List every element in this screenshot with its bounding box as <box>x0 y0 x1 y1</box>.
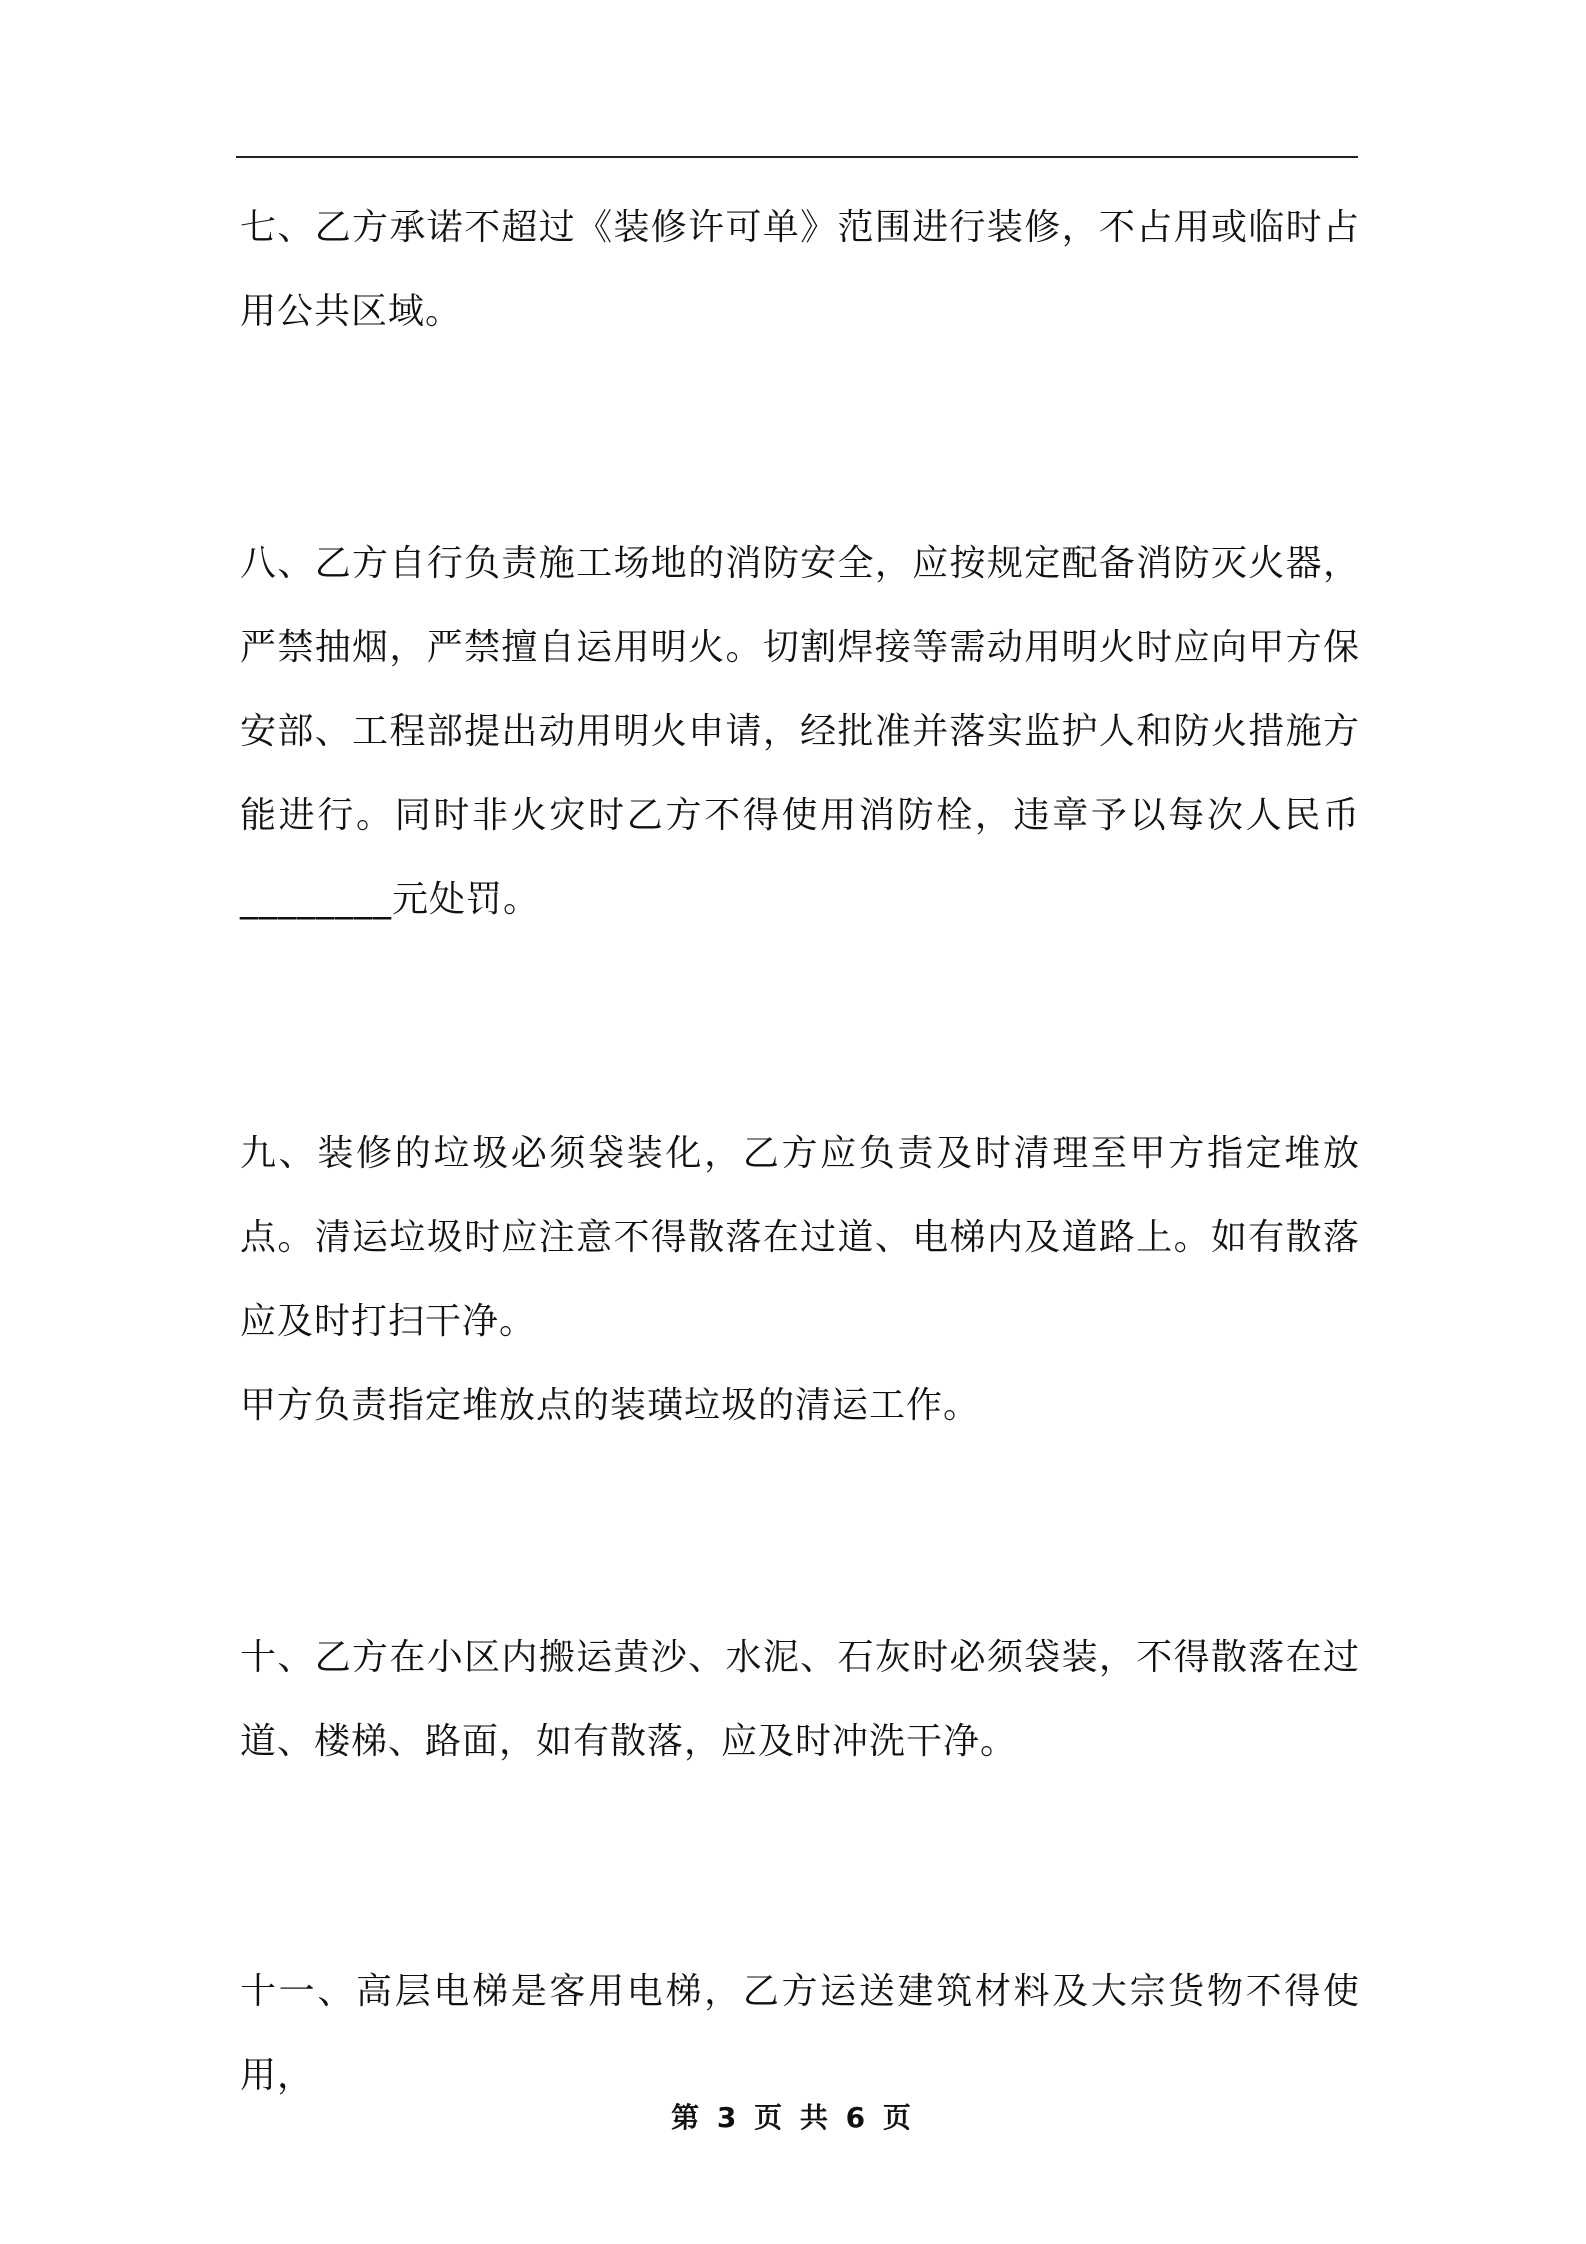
clause-11: 十一、高层电梯是客用电梯，乙方运送建筑材料及大宗货物不得使用， <box>240 1971 1360 2096</box>
header-rule <box>236 156 1358 158</box>
clause-7: 七、乙方承诺不超过《装修许可单》范围进行装修，不占用或临时占用公共区域。 <box>240 207 1360 332</box>
page-number: 第 3 页 共 6 页 <box>671 2101 915 2134</box>
clause-8: 八、乙方自行负责施工场地的消防安全，应按规定配备消防灭火器，严禁抽烟，严禁擅自运用明火。切割焊接等需动用明火时应向甲方保安部、工程部提出动用明火申请，经批准并落实监护人和防火措施方能进行。同时非火灾时乙方不得使用消防栓，违章予以每次人民币________元处罚。 <box>240 543 1360 920</box>
clause-9: 九、装修的垃圾必须袋装化，乙方应负责及时清理至甲方指定堆放点。清运垃圾时应注意不得散落在过道、电梯内及道路上。如有散落应及时打扫干净。 <box>240 1133 1360 1342</box>
clause-9-note: 甲方负责指定堆放点的装璜垃圾的清运工作。 <box>240 1385 981 1426</box>
clause-10: 十、乙方在小区内搬运黄沙、水泥、石灰时必须袋装，不得散落在过道、楼梯、路面，如有散落，应及时冲洗干净。 <box>240 1637 1360 1762</box>
